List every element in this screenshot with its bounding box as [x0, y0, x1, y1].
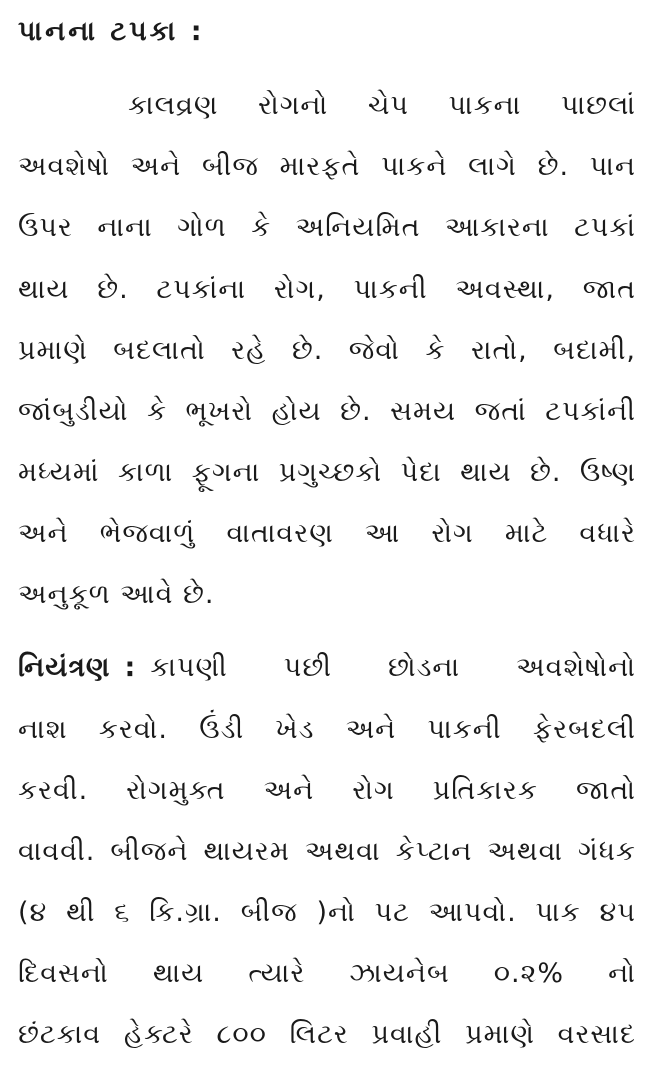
paragraph-line: નાશ કરવો. ઉંડી ખેડ અને પાકની ફેરબદલી — [18, 714, 636, 745]
paragraph-line: મધ્યમાં કાળા ફૂગના પ્રગુચ્છકો પેદા થાય છે. ઉષ્ણ — [18, 457, 636, 488]
paragraph-line: (૪ થી ૬ કિ.ગ્રા. બીજ )નો પટ આપવો. પાક ૪૫ — [18, 897, 636, 928]
paragraph-line: ઉપર નાના ગોળ કે અનિયમિત આકારના ટપકાં — [18, 212, 636, 243]
section-heading-leaf-spots: પાનના ટપકા : — [18, 16, 205, 47]
paragraph-line: વાવવી. બીજને થાયરમ અથવા કેપ્ટાન અથવા ગંધક — [18, 836, 636, 867]
control-first-line — [18, 648, 636, 688]
paragraph-line: થાય છે. ટપકાંના રોગ, પાકની અવસ્થા, જાત — [18, 274, 636, 305]
paragraph-line: છંટકાવ હેક્ટરે ૮૦૦ લિટર પ્રવાહી પ્રમાણે વરસાદ — [18, 1019, 636, 1050]
control-first-line-text: કાપણી પછી છોડના અવશેષોનો — [150, 652, 636, 683]
paragraph-line: કાલવ્રણ રોગનો ચેપ પાકના પાછલાં — [128, 90, 636, 121]
section-label-control: નિયંત્રણ — [18, 652, 111, 683]
paragraph-line: અવશેષો અને બીજ મારફતે પાકને લાગે છે. પાન — [18, 151, 636, 182]
label-colon: : — [124, 652, 137, 683]
paragraph-line: દિવસનો થાય ત્યારે ઝાયનેબ ૦.૨% નો — [18, 958, 636, 989]
paragraph-line: કરવી. રોગમુક્ત અને રોગ પ્રતિકારક જાતો — [18, 775, 636, 806]
paragraph-line: જાંબુડીયો કે ભૂખરો હોય છે. સમય જતાં ટપકાંની — [18, 396, 636, 427]
paragraph-line: પ્રમાણે બદલાતો રહે છે. જેવો કે રાતો, બદામી, — [18, 335, 636, 366]
paragraph-line: અનુકૂળ આવે છે. — [18, 579, 215, 610]
paragraph-line: અને ભેજવાળું વાતાવરણ આ રોગ માટે વધારે — [18, 518, 636, 549]
